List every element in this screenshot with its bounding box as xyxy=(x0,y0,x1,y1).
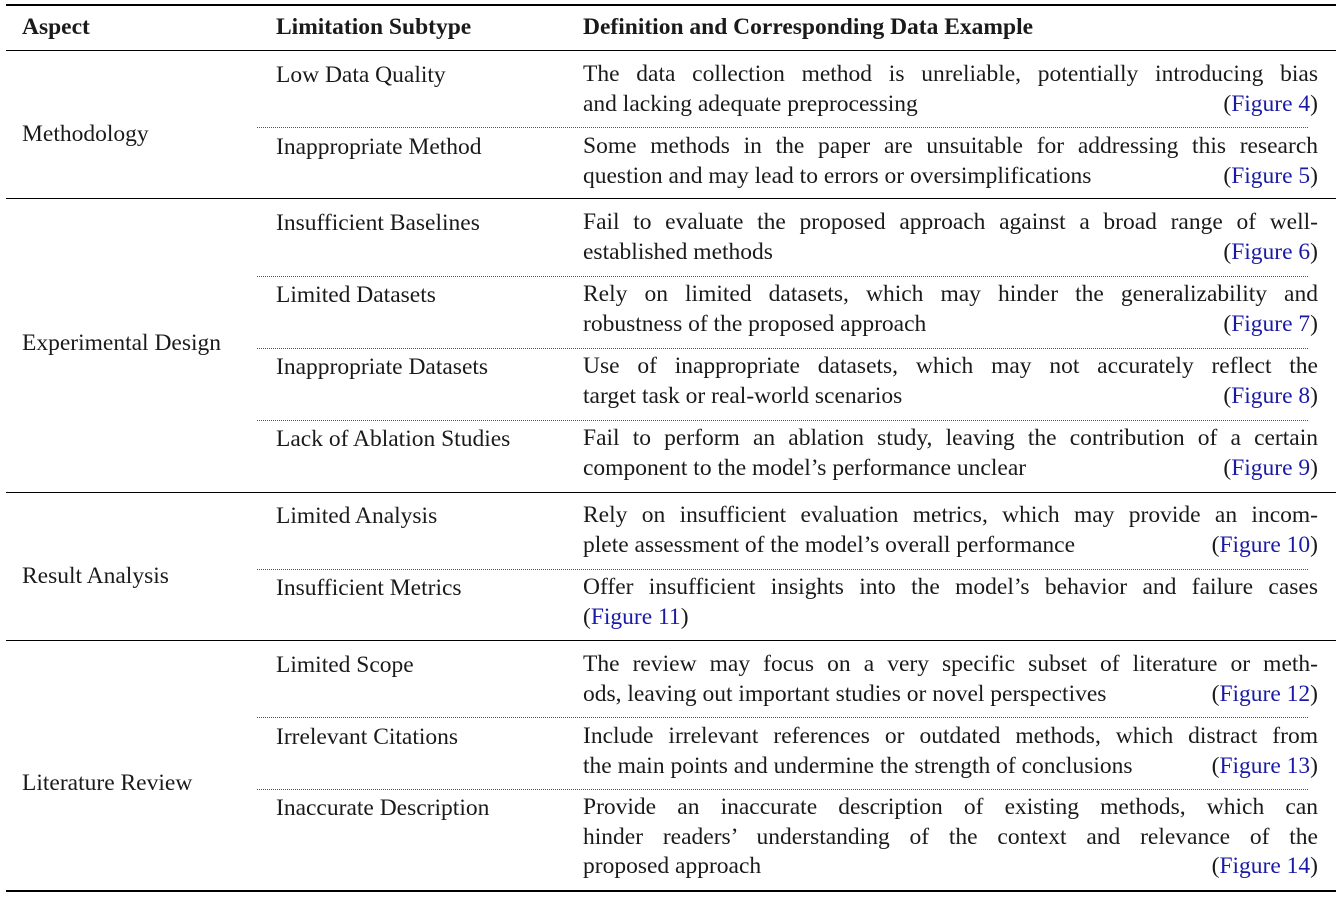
definition-cell xyxy=(583,352,1318,411)
definition-cell xyxy=(583,424,1318,483)
definition-line: plete assessment of the model’s overall performance (Figure 10) xyxy=(583,531,1318,558)
definition-line: proposed approach (Figure 14) xyxy=(583,853,1318,879)
figure-link[interactable]: Figure 7 xyxy=(1231,310,1311,337)
definition-line: Rely on limited datasets, which may hinder the generalizability and xyxy=(583,281,1318,307)
bottom-rule xyxy=(6,890,1336,892)
subtype-lack-of-ablation: Lack of Ablation Studies xyxy=(276,426,511,452)
subtype-inappropriate-method: Inappropriate Method xyxy=(276,134,482,160)
subtype-limited-datasets: Limited Datasets xyxy=(276,282,436,308)
subtype-limited-scope: Limited Scope xyxy=(276,652,414,678)
group-rule xyxy=(6,492,1336,493)
subtype-inaccurate-description: Inaccurate Description xyxy=(276,795,490,821)
definition-cell xyxy=(583,573,1318,632)
subtype-insufficient-metrics: Insufficient Metrics xyxy=(276,575,462,601)
row-separator xyxy=(257,569,1308,570)
definition-line: Offer insufficient insights into the model’s behavior and failure cases xyxy=(583,574,1318,600)
definition-line: Rely on insufficient evaluation metrics, which may provide an incom- xyxy=(583,502,1318,528)
figure-link[interactable]: Figure 11 xyxy=(590,603,681,630)
aspect-result-analysis: Result Analysis xyxy=(22,563,169,589)
definition-line: Some methods in the paper are unsuitable for addressing this research xyxy=(583,133,1318,159)
subtype-inappropriate-datasets: Inappropriate Datasets xyxy=(276,354,489,380)
definition-cell xyxy=(583,280,1318,339)
figure-link[interactable]: Figure 10 xyxy=(1219,531,1311,558)
definition-line: target task or real-world scenarios (Figure 8) xyxy=(583,382,1318,409)
definition-cell xyxy=(583,60,1318,119)
definition-line: and lacking adequate preprocessing (Figure 4) xyxy=(583,90,1318,117)
aspect-literature-review: Literature Review xyxy=(22,770,193,796)
definition-line: The data collection method is unreliable, potentially introducing bias xyxy=(583,61,1318,87)
figure-link[interactable]: Figure 4 xyxy=(1231,90,1311,117)
subtype-insufficient-baselines: Insufficient Baselines xyxy=(276,210,480,236)
definition-cell xyxy=(583,132,1318,191)
row-separator xyxy=(257,789,1308,790)
row-separator xyxy=(257,276,1308,277)
definition-cell xyxy=(583,722,1318,781)
definition-line: the main points and undermine the strength of conclusions (Figure 13) xyxy=(583,752,1318,779)
definition-cell xyxy=(583,501,1318,560)
definition-line: Use of inappropriate datasets, which may not accurately reflect the xyxy=(583,353,1318,379)
header-subtype: Limitation Subtype xyxy=(276,14,472,40)
header-rule xyxy=(6,50,1336,51)
definition-cell xyxy=(583,208,1318,267)
figure-link[interactable]: Figure 6 xyxy=(1231,238,1311,265)
row-separator xyxy=(257,127,1308,128)
definition-line: Include irrelevant references or outdated methods, which distract from xyxy=(583,723,1318,749)
definition-line: robustness of the proposed approach (Figure 7) xyxy=(583,310,1318,337)
row-separator xyxy=(257,420,1308,421)
aspect-experimental-design: Experimental Design xyxy=(22,330,222,356)
definition-line: established methods (Figure 6) xyxy=(583,238,1318,265)
row-separator xyxy=(257,348,1308,349)
subtype-limited-analysis: Limited Analysis xyxy=(276,503,438,529)
definition-line: question and may lead to errors or oversimplifications (Figure 5) xyxy=(583,162,1318,189)
figure-link[interactable]: Figure 12 xyxy=(1219,680,1311,707)
figure-link[interactable]: Figure 8 xyxy=(1231,382,1311,409)
figure-link[interactable]: Figure 5 xyxy=(1231,162,1311,189)
group-rule xyxy=(6,640,1336,641)
definition-line: (Figure 11) xyxy=(583,603,689,630)
aspect-methodology: Methodology xyxy=(22,121,149,147)
figure-link[interactable]: Figure 13 xyxy=(1219,752,1311,779)
subtype-irrelevant-citations: Irrelevant Citations xyxy=(276,724,459,750)
row-separator xyxy=(257,717,1308,718)
top-rule xyxy=(6,4,1336,6)
subtype-low-data-quality: Low Data Quality xyxy=(276,62,446,88)
definition-line: component to the model’s performance unclear (Figure 9) xyxy=(583,454,1318,481)
definition-line: Provide an inaccurate description of existing methods, which can xyxy=(583,794,1318,820)
header-aspect: Aspect xyxy=(22,14,90,40)
figure-link[interactable]: Figure 14 xyxy=(1219,853,1311,879)
definition-line: Fail to perform an ablation study, leaving the contribution of a certain xyxy=(583,425,1318,451)
definition-line: hinder readers’ understanding of the context and relevance of the xyxy=(583,823,1318,850)
definition-cell xyxy=(583,650,1318,709)
header-definition: Definition and Corresponding Data Example xyxy=(583,14,1034,40)
definition-line: Fail to evaluate the proposed approach against a broad range of well- xyxy=(583,209,1318,235)
group-rule xyxy=(6,198,1336,199)
figure-link[interactable]: Figure 9 xyxy=(1231,454,1311,481)
definition-cell xyxy=(583,793,1318,882)
definition-line: The review may focus on a very specific subset of literature or meth- xyxy=(583,651,1318,677)
definition-line: ods, leaving out important studies or novel perspectives (Figure 12) xyxy=(583,680,1318,707)
